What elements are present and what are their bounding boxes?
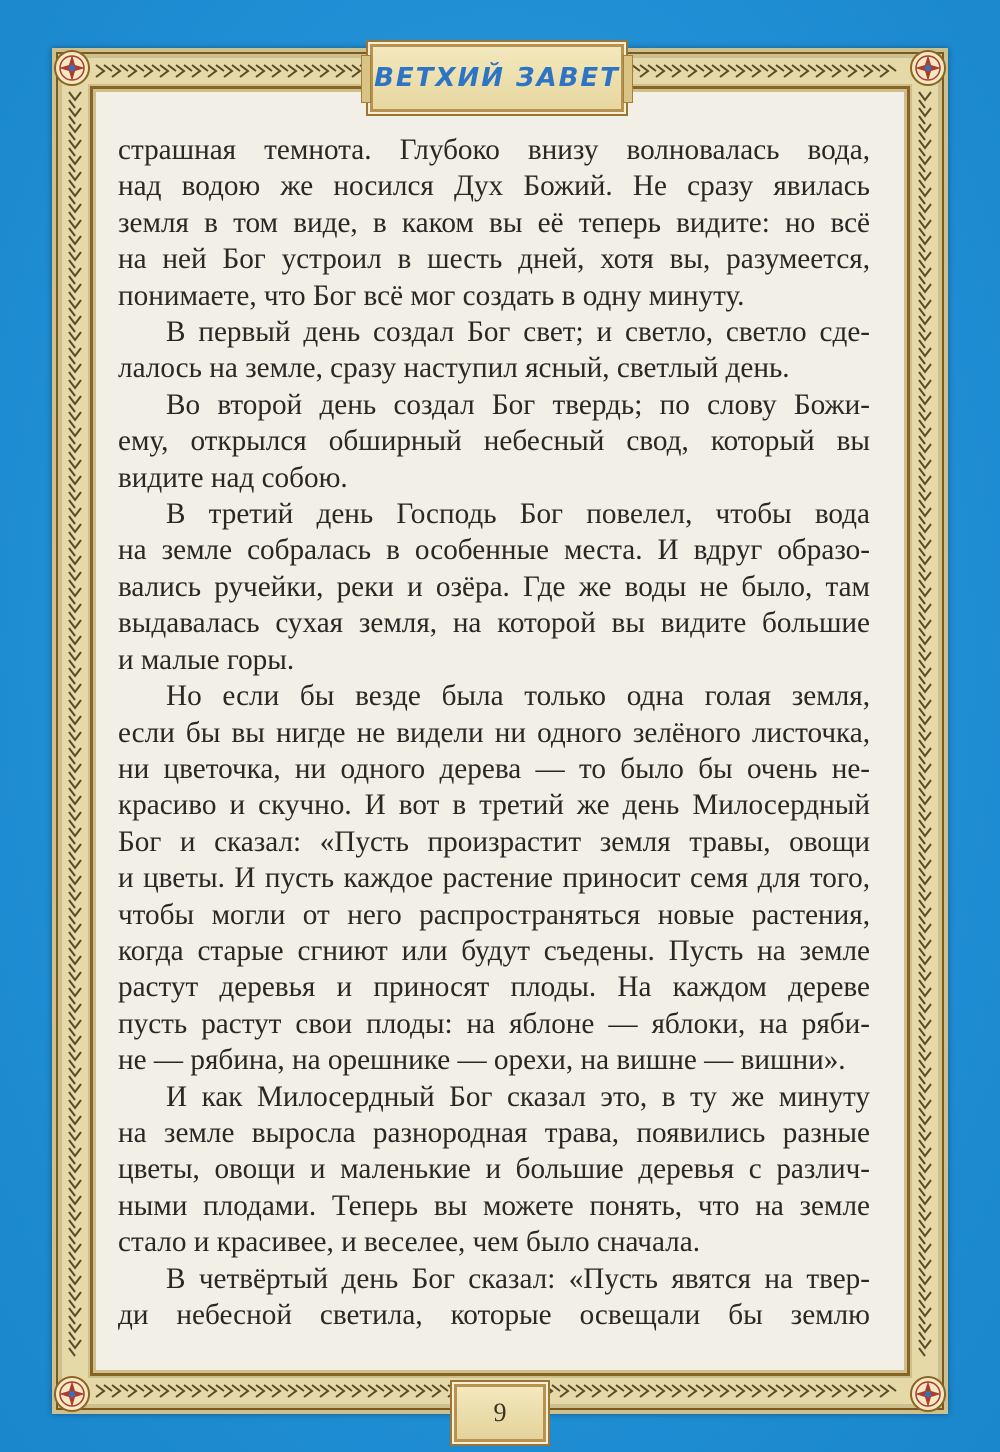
page-title: ВЕТХИЙ ЗАВЕТ (374, 63, 620, 93)
frame-pattern-mark (919, 1148, 931, 1164)
frame-pattern-mark (919, 476, 931, 492)
text-line: В третий день Господь Бог повелел, чтобы вода (166, 498, 870, 531)
frame-pattern-mark (919, 652, 931, 668)
frame-pattern-mark (800, 1385, 816, 1397)
frame-pattern-mark (208, 1385, 224, 1397)
frame-pattern-mark (919, 524, 931, 540)
text-line: ему, открылся обширный небесный свод, который вы (118, 425, 870, 458)
frame-pattern-mark (69, 572, 81, 588)
frame-pattern-mark (176, 1385, 192, 1397)
text-line: когда старые сгниют или будут съедены. Пусть на земле (118, 934, 870, 967)
frame-pattern-mark (864, 1385, 880, 1397)
frame-pattern-mark (919, 876, 931, 892)
frame-pattern-mark (919, 764, 931, 780)
text-line: ни цветочка, ни одного дерева — то было бы очень не- (118, 752, 870, 785)
frame-pattern-mark (848, 65, 864, 77)
frame-pattern-mark (96, 1385, 112, 1397)
frame-pattern-mark (624, 1385, 640, 1397)
frame-pattern-mark (69, 444, 81, 460)
frame-pattern-mark (160, 65, 176, 77)
frame-pattern-mark (919, 1196, 931, 1212)
frame-pattern-mark (919, 748, 931, 764)
frame-pattern-mark (69, 1244, 81, 1260)
frame-pattern-mark (919, 940, 931, 956)
frame-pattern-mark (919, 716, 931, 732)
frame-pattern-mark (69, 396, 81, 412)
frame-pattern-mark (69, 684, 81, 700)
frame-pattern-mark (919, 1276, 931, 1292)
title-plaque (370, 44, 624, 112)
text-line: понимаете, что Бог всё мог создать в одну минуту. (118, 279, 745, 312)
frame-pattern-mark (69, 380, 81, 396)
frame-pattern-mark (69, 1196, 81, 1212)
frame-pattern-mark (919, 1228, 931, 1244)
frame-pattern-mark (69, 620, 81, 636)
frame-pattern-mark (320, 65, 336, 77)
frame-pattern-mark (256, 1385, 272, 1397)
frame-pattern-mark (69, 1052, 81, 1068)
frame-pattern-mark (919, 604, 931, 620)
frame-pattern-mark (919, 844, 931, 860)
frame-pattern-mark (919, 1132, 931, 1148)
frame-pattern-mark (560, 1385, 576, 1397)
frame-pattern-mark (919, 972, 931, 988)
frame-pattern-mark (69, 284, 81, 300)
frame-pattern-mark (919, 732, 931, 748)
frame-pattern-mark (816, 65, 832, 77)
frame-pattern-mark (352, 1385, 368, 1397)
text-line: чтобы могли от него распространяться новые растения, (118, 898, 870, 931)
frame-pattern-mark (69, 316, 81, 332)
frame-pattern-mark (69, 364, 81, 380)
frame-pattern-mark (69, 92, 81, 108)
frame-pattern-mark (919, 956, 931, 972)
page-number-plaque (454, 1384, 546, 1442)
text-line: Бог и сказал: «Пусть произрастит земля травы, овощи (118, 825, 870, 858)
frame-pattern-mark (919, 284, 931, 300)
frame-pattern-mark (96, 65, 112, 77)
text-line: и малые горы. (118, 643, 295, 676)
frame-pattern-mark (919, 1068, 931, 1084)
frame-pattern-mark (919, 812, 931, 828)
frame-pattern-mark (384, 1385, 400, 1397)
frame-pattern-mark (688, 65, 704, 77)
frame-pattern-mark (880, 65, 896, 77)
frame-pattern-mark (919, 204, 931, 220)
frame-pattern-mark (736, 1385, 752, 1397)
frame-pattern-mark (69, 268, 81, 284)
frame-pattern-mark (320, 1385, 336, 1397)
frame-pattern-mark (672, 65, 688, 77)
frame-pattern-mark (864, 65, 880, 77)
frame-pattern-mark (336, 65, 352, 77)
frame-pattern-mark (112, 1385, 128, 1397)
frame-pattern-mark (919, 268, 931, 284)
frame-pattern-mark (919, 140, 931, 156)
frame-pattern-mark (919, 1036, 931, 1052)
frame-pattern-mark (919, 1004, 931, 1020)
frame-pattern-mark (128, 65, 144, 77)
frame-pattern-mark (400, 1385, 416, 1397)
frame-pattern-mark (800, 65, 816, 77)
frame-pattern-mark (192, 1385, 208, 1397)
frame-pattern-mark (919, 316, 931, 332)
frame-pattern-mark (240, 65, 256, 77)
frame-pattern-mark (919, 796, 931, 812)
frame-pattern-mark (919, 508, 931, 524)
frame-pattern-mark (919, 220, 931, 236)
frame-pattern-mark (919, 188, 931, 204)
frame-pattern-mark (69, 220, 81, 236)
frame-pattern-mark (919, 924, 931, 940)
frame-pattern-mark (69, 556, 81, 572)
frame-pattern-mark (784, 65, 800, 77)
text-line: И как Милосердный Бог сказал это, в ту же минуту (166, 1080, 870, 1113)
frame-pattern-mark (704, 65, 720, 77)
text-line: страшная темнота. Глубоко внизу волновалась вода, (118, 134, 870, 166)
frame-pattern-mark (69, 1292, 81, 1308)
frame-pattern-mark (192, 65, 208, 77)
frame-pattern-mark (919, 540, 931, 556)
frame-pattern-mark (768, 65, 784, 77)
text-line: если бы вы нигде не видели ни одного зелёного листочка, (118, 716, 870, 749)
frame-pattern-mark (919, 1260, 931, 1276)
frame-pattern-mark (919, 300, 931, 316)
frame-pattern-mark (69, 1084, 81, 1100)
frame-pattern-mark (919, 156, 931, 172)
frame-pattern-mark (69, 604, 81, 620)
frame-pattern-mark (336, 1385, 352, 1397)
frame-pattern-mark (919, 1324, 931, 1340)
frame-pattern-mark (69, 1308, 81, 1324)
frame-pattern-mark (69, 1228, 81, 1244)
frame-pattern-mark (69, 1004, 81, 1020)
frame-pattern-mark (69, 1164, 81, 1180)
frame-pattern-mark (69, 492, 81, 508)
frame-pattern-mark (919, 700, 931, 716)
frame-pattern-mark (69, 636, 81, 652)
frame-pattern-mark (368, 1385, 384, 1397)
frame-pattern-mark (919, 172, 931, 188)
frame-pattern-mark (832, 1385, 848, 1397)
frame-pattern-mark (69, 940, 81, 956)
frame-pattern-mark (272, 65, 288, 77)
frame-pattern-mark (69, 828, 81, 844)
body-text (118, 132, 870, 1333)
frame-pattern-mark (919, 1212, 931, 1228)
text-line: красиво и скучно. И вот в третий же день Милосердный (118, 789, 870, 822)
text-line: В первый день создал Бог свет; и светло, светло сде- (166, 316, 870, 349)
frame-pattern-mark (919, 988, 931, 1004)
cross-ornament-icon (52, 48, 92, 88)
frame-pattern-mark (919, 1292, 931, 1308)
frame-pattern-mark (69, 812, 81, 828)
frame-pattern-mark (576, 1385, 592, 1397)
frame-pattern-mark (69, 924, 81, 940)
frame-pattern-mark (69, 1180, 81, 1196)
frame-pattern-mark (919, 412, 931, 428)
frame-pattern-mark (69, 988, 81, 1004)
frame-pattern-mark (919, 668, 931, 684)
frame-pattern-mark (256, 65, 272, 77)
frame-pattern-mark (224, 1385, 240, 1397)
text-line: лалось на земле, сразу наступил ясный, светлый день. (118, 352, 790, 385)
frame-pattern-mark (919, 1244, 931, 1260)
text-line: вались ручейки, реки и озёра. Где же воды не было, там (118, 570, 870, 603)
frame-pattern-mark (640, 65, 656, 77)
frame-pattern-mark (69, 140, 81, 156)
frame-pattern-mark (69, 332, 81, 348)
frame-pattern-mark (69, 844, 81, 860)
frame-pattern-mark (69, 1340, 81, 1356)
frame-pattern-mark (69, 1148, 81, 1164)
frame-pattern-mark (69, 780, 81, 796)
frame-pattern-mark (880, 1385, 896, 1397)
frame-pattern-mark (919, 636, 931, 652)
frame-pattern-mark (69, 236, 81, 252)
frame-pattern-mark (720, 65, 736, 77)
text-line: В четвёртый день Бог сказал: «Пусть явятся на твер- (166, 1262, 870, 1295)
frame-pattern-mark (128, 1385, 144, 1397)
text-line: и цветы. И пусть каждое растение приносит семя для того, (118, 862, 870, 895)
frame-pattern-mark (208, 65, 224, 77)
frame-pattern-mark (69, 588, 81, 604)
frame-pattern-mark (919, 572, 931, 588)
frame-pattern-mark (919, 1340, 931, 1356)
text-line: ди небесной светила, которые освещали бы землю (118, 1299, 870, 1331)
frame-pattern-mark (69, 1324, 81, 1340)
frame-pattern-mark (69, 188, 81, 204)
text-line: над водою же носился Дух Божий. Не сразу явилась (118, 170, 870, 203)
frame-pattern-mark (69, 124, 81, 140)
text-line: ными плодами. Теперь вы можете понять, что на земле (118, 1189, 870, 1222)
frame-pattern-mark (69, 412, 81, 428)
text-line: на земле выросла разнородная трава, появились разные (118, 1116, 870, 1149)
frame-pattern-mark (176, 65, 192, 77)
frame-pattern-mark (672, 1385, 688, 1397)
frame-pattern-mark (919, 860, 931, 876)
frame-pattern-mark (919, 364, 931, 380)
frame-pattern-mark (832, 65, 848, 77)
frame-pattern-mark (919, 684, 931, 700)
frame-pattern-mark (69, 460, 81, 476)
frame-pattern-mark (784, 1385, 800, 1397)
frame-pattern-mark (69, 764, 81, 780)
frame-pattern-mark (736, 65, 752, 77)
frame-pattern-mark (919, 332, 931, 348)
frame-pattern-mark (919, 1052, 931, 1068)
frame-pattern-mark (69, 652, 81, 668)
frame-pattern-mark (69, 508, 81, 524)
frame-pattern-mark (69, 892, 81, 908)
page-number: 9 (493, 1398, 507, 1427)
frame-pattern-mark (69, 1212, 81, 1228)
frame-pattern-mark (919, 460, 931, 476)
frame-pattern-mark (919, 1308, 931, 1324)
frame-pattern-mark (919, 556, 931, 572)
frame-pattern-mark (919, 780, 931, 796)
frame-pattern-mark (752, 65, 768, 77)
text-line: цветы, овощи и маленькие и большие деревья с различ- (118, 1153, 870, 1186)
frame-pattern-mark (768, 1385, 784, 1397)
frame-pattern-mark (919, 108, 931, 124)
frame-pattern-mark (69, 732, 81, 748)
frame-pattern-mark (704, 1385, 720, 1397)
text-line: Но если бы везде была только одна голая земля, (166, 680, 870, 713)
frame-pattern-mark (919, 124, 931, 140)
text-line: стало и красивее, и веселее, чем было сначала. (118, 1226, 700, 1259)
frame-pattern-mark (69, 1116, 81, 1132)
frame-pattern-mark (69, 300, 81, 316)
frame-pattern-mark (919, 1020, 931, 1036)
frame-pattern-mark (919, 428, 931, 444)
frame-pattern-mark (288, 1385, 304, 1397)
frame-pattern-mark (688, 1385, 704, 1397)
text-line: пусть растут свои плоды: на яблоне — яблоки, на ряби- (118, 1007, 870, 1040)
frame-pattern-mark (919, 444, 931, 460)
frame-pattern-mark (69, 428, 81, 444)
frame-pattern-mark (69, 1100, 81, 1116)
frame-pattern-mark (919, 396, 931, 412)
frame-pattern-mark (69, 252, 81, 268)
frame-pattern-mark (69, 1260, 81, 1276)
frame-pattern-mark (608, 1385, 624, 1397)
frame-pattern-mark (112, 65, 128, 77)
frame-pattern-mark (919, 620, 931, 636)
frame-pattern-mark (919, 236, 931, 252)
text-line: на земле собралась в особенные места. И вдруг образо- (118, 534, 870, 567)
cross-ornament-icon (908, 1374, 948, 1414)
frame-pattern-mark (919, 1084, 931, 1100)
frame-pattern-mark (919, 1100, 931, 1116)
frame-pattern-mark (919, 92, 931, 108)
frame-pattern-mark (919, 380, 931, 396)
frame-pattern-mark (69, 108, 81, 124)
frame-pattern-mark (544, 1385, 560, 1397)
frame-pattern-mark (592, 1385, 608, 1397)
frame-pattern-mark (240, 1385, 256, 1397)
frame-pattern-mark (69, 1036, 81, 1052)
cross-ornament-icon (908, 48, 948, 88)
text-line: видите над собою. (118, 461, 348, 494)
frame-pattern-mark (656, 1385, 672, 1397)
frame-pattern-mark (69, 476, 81, 492)
frame-pattern-mark (69, 908, 81, 924)
frame-pattern-mark (69, 860, 81, 876)
frame-pattern-mark (69, 1020, 81, 1036)
frame-pattern-mark (144, 1385, 160, 1397)
frame-pattern-mark (416, 1385, 432, 1397)
frame-pattern-mark (69, 348, 81, 364)
frame-pattern-mark (69, 1276, 81, 1292)
frame-pattern-mark (69, 524, 81, 540)
frame-pattern-mark (919, 1116, 931, 1132)
frame-pattern-mark (224, 65, 240, 77)
frame-pattern-mark (160, 1385, 176, 1397)
text-line: земля в том виде, в каком вы её теперь видите: но всё (118, 206, 870, 239)
frame-pattern-mark (919, 492, 931, 508)
text-line: на ней Бог устроил в шесть дней, хотя вы, разумеется, (118, 243, 870, 276)
frame-pattern-mark (288, 65, 304, 77)
frame-pattern-mark (69, 1132, 81, 1148)
frame-pattern-mark (69, 1068, 81, 1084)
frame-pattern-mark (752, 1385, 768, 1397)
frame-pattern-mark (304, 65, 320, 77)
frame-pattern-mark (69, 972, 81, 988)
text-line: Во второй день создал Бог твердь; по слову Божи- (166, 388, 870, 421)
frame-pattern-mark (919, 1180, 931, 1196)
frame-pattern-mark (919, 828, 931, 844)
frame-pattern-mark (69, 204, 81, 220)
frame-pattern-mark (848, 1385, 864, 1397)
frame-pattern-mark (720, 1385, 736, 1397)
frame-pattern-mark (69, 716, 81, 732)
frame-pattern-mark (69, 156, 81, 172)
frame-pattern-mark (919, 892, 931, 908)
text-line: выдавалась сухая земля, на которой вы видите большие (118, 607, 870, 640)
frame-pattern-mark (69, 668, 81, 684)
frame-pattern-mark (919, 252, 931, 268)
frame-pattern-mark (919, 1164, 931, 1180)
frame-pattern-mark (816, 1385, 832, 1397)
frame-pattern-mark (919, 588, 931, 604)
frame-pattern-mark (69, 956, 81, 972)
frame-pattern-mark (69, 796, 81, 812)
text-line: растут деревья и приносят плоды. На каждом дереве (118, 971, 870, 1004)
cross-ornament-icon (52, 1374, 92, 1414)
frame-pattern-mark (69, 876, 81, 892)
frame-pattern-mark (919, 908, 931, 924)
frame-pattern-mark (272, 1385, 288, 1397)
frame-pattern-mark (69, 700, 81, 716)
frame-pattern-mark (69, 172, 81, 188)
frame-pattern-mark (144, 65, 160, 77)
frame-pattern-mark (919, 348, 931, 364)
frame-pattern-mark (304, 1385, 320, 1397)
frame-pattern-mark (69, 540, 81, 556)
frame-pattern-mark (656, 65, 672, 77)
text-line: не — рябина, на орешнике — орехи, на вишне — вишни». (118, 1044, 846, 1077)
frame-pattern-mark (640, 1385, 656, 1397)
frame-pattern-mark (69, 748, 81, 764)
frame-pattern-mark (432, 1385, 448, 1397)
